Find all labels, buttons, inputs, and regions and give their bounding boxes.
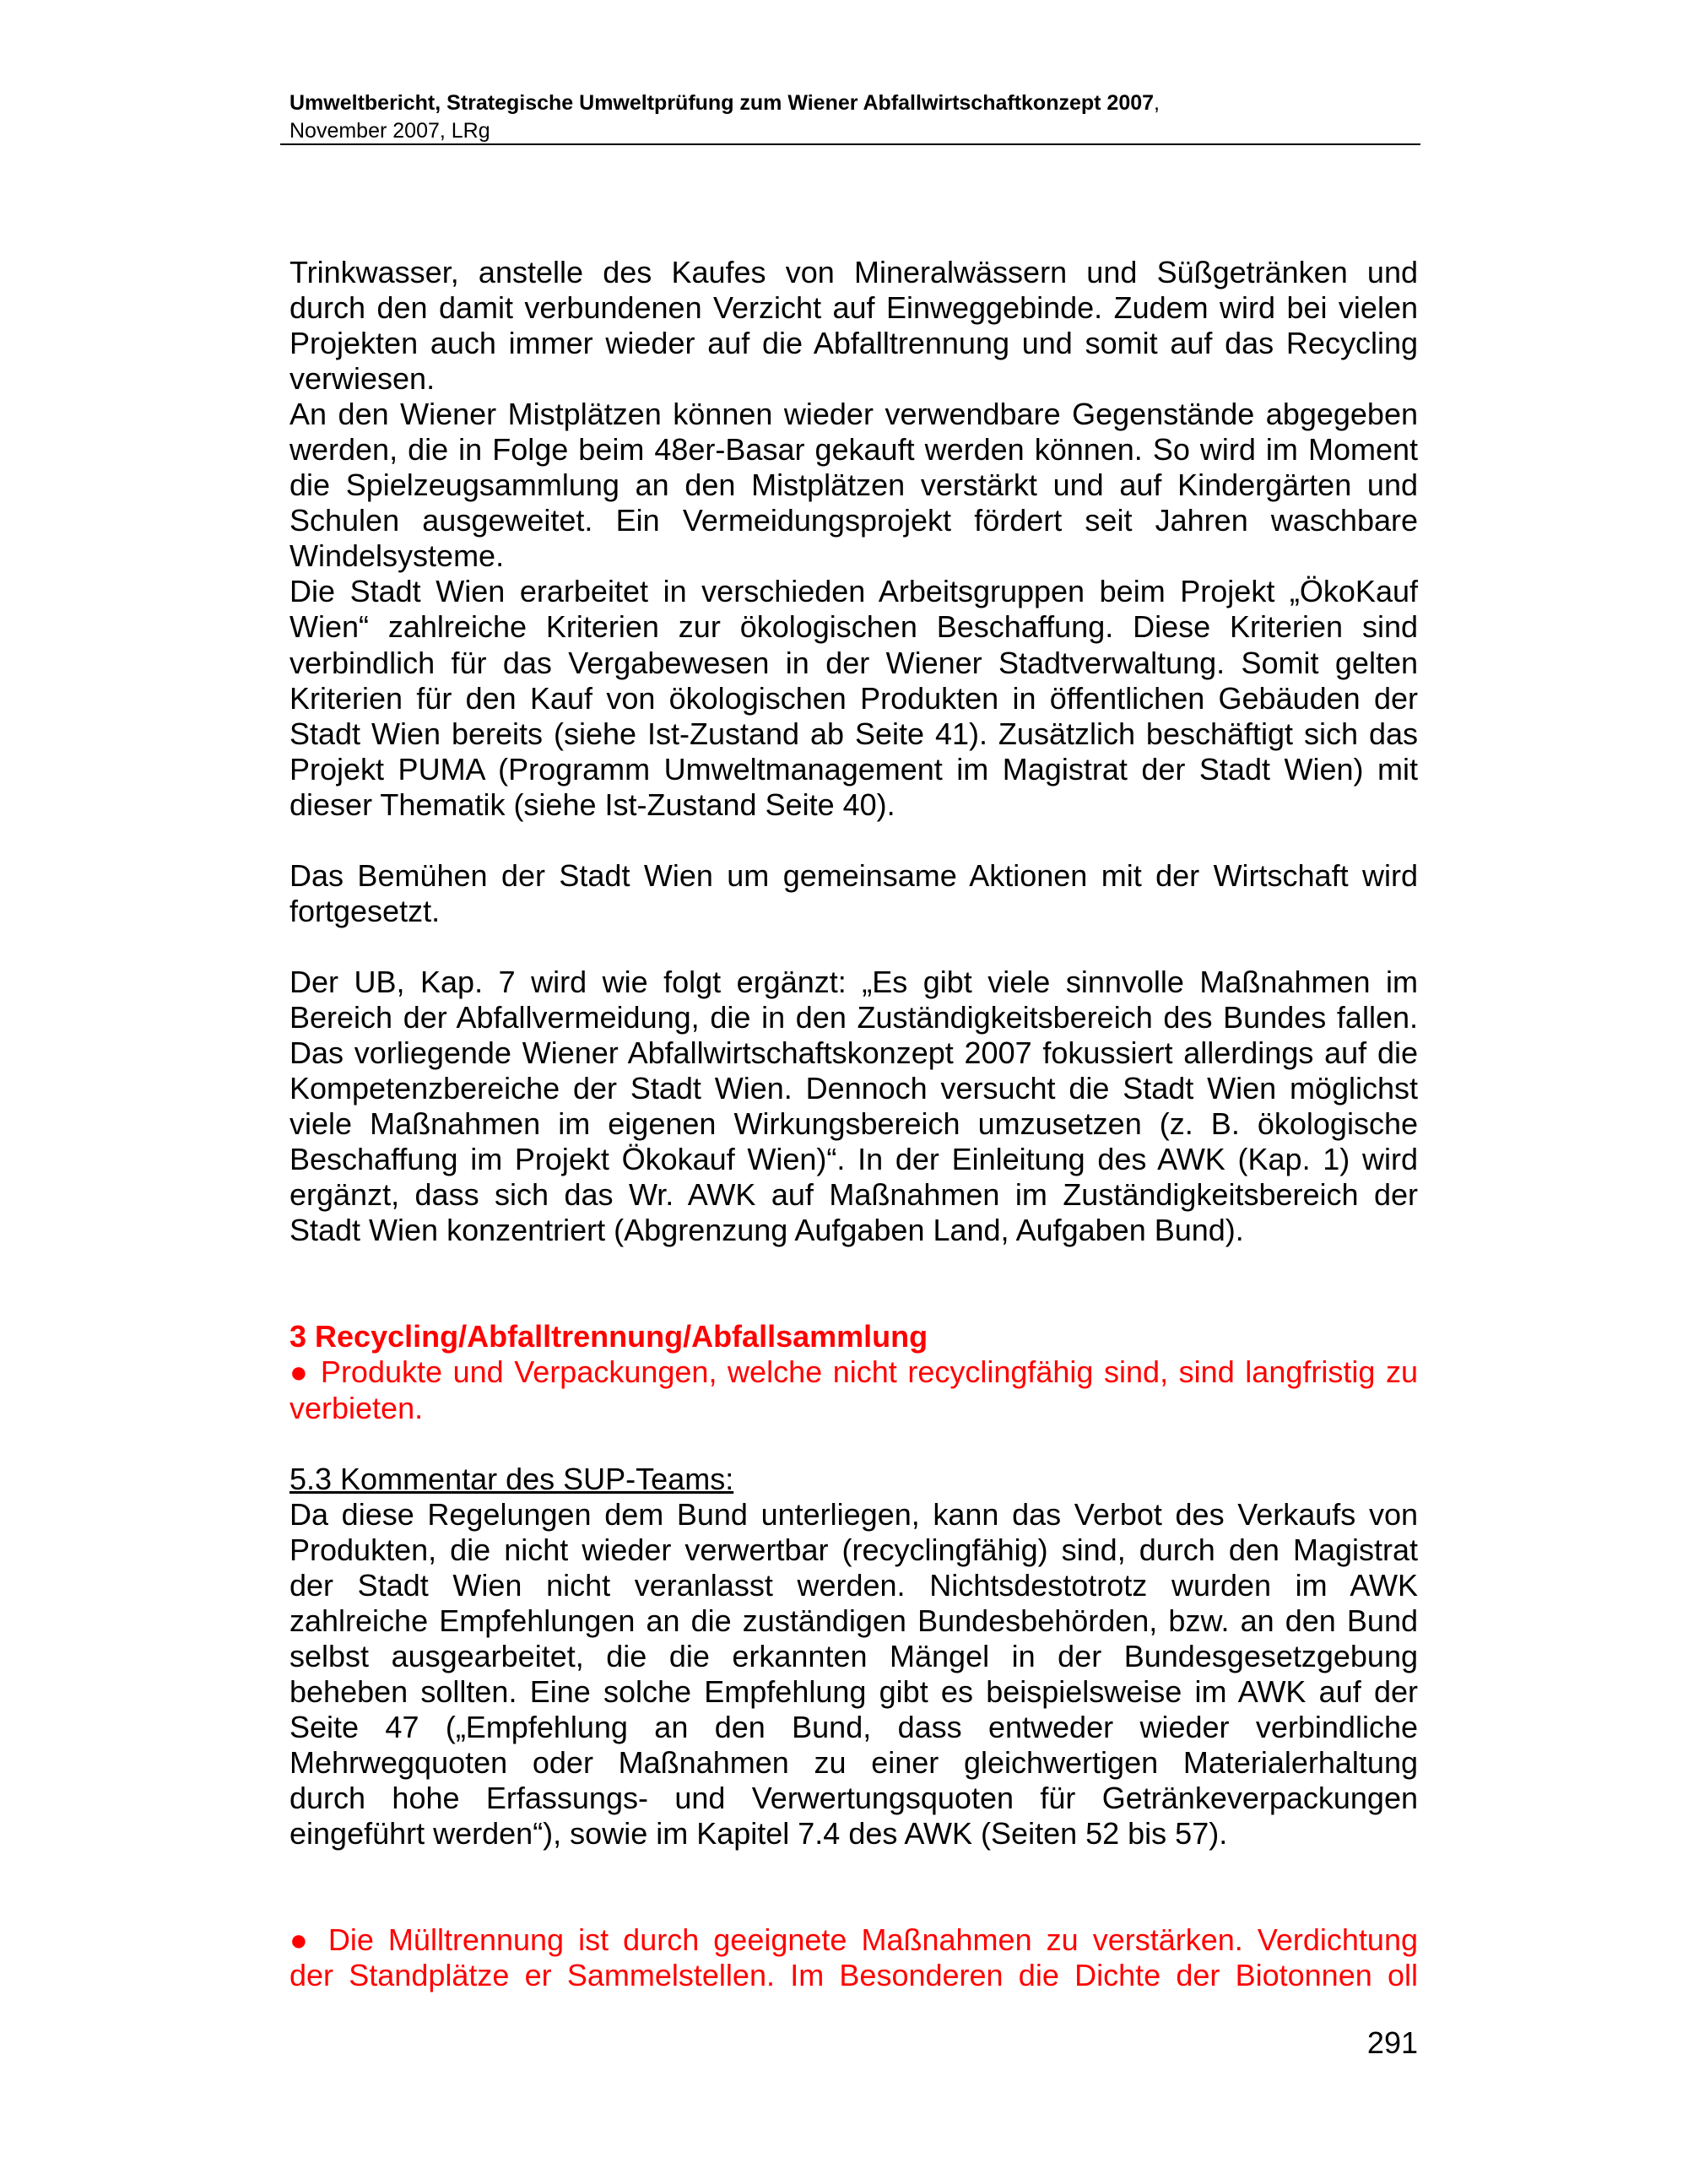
text-line: dieser Thematik (siehe Ist-Zustand Seite 40). <box>289 787 895 822</box>
text-line: Schulen ausgeweitet. Ein Vermeidungsprojekt fördert seit Jahren waschbare <box>289 503 1418 538</box>
text-line: ● Die Mülltrennung ist durch geeignete Maßnahmen zu verstärken. Verdichtung <box>289 1922 1418 1958</box>
text-line: verbindlich für das Vergabewesen in der Wiener Stadtverwaltung. Somit gelten <box>289 645 1418 680</box>
header-divider <box>280 143 1420 145</box>
text-line: Trinkwasser, anstelle des Kaufes von Mineralwässern und Süßgetränken und <box>289 255 1418 289</box>
text-line: Seite 47 („Empfehlung an den Bund, dass entweder wieder verbindliche <box>289 1709 1418 1744</box>
text-line: Kompetenzbereiche der Stadt Wien. Dennoch versucht die Stadt Wien möglichst <box>289 1071 1418 1106</box>
header-title-text: Umweltbericht, Strategische Umweltprüfung zum Wiener Abfallwirtschaftkonzept 2007 <box>289 91 1155 115</box>
text-line: durch hohe Erfassungs- und Verwertungsquoten für Getränkeverpackungen <box>289 1781 1418 1816</box>
text-line: Beschaffung im Projekt Ökokauf Wien)“. In der Einleitung des AWK (Kap. 1) wird <box>289 1142 1418 1177</box>
header-title-suffix: , <box>1154 91 1160 115</box>
text-line: verbieten. <box>289 1390 424 1425</box>
text-line: der Standplätze er Sammelstellen. Im Besonderen die Dichte der Biotonnen oll <box>289 1958 1418 1993</box>
section-heading <box>289 1319 1418 1354</box>
text-line: zahlreiche Empfehlungen an die zuständigen Bundesbehörden, bzw. an den Bund <box>289 1603 1418 1638</box>
text-line: selbst ausgearbeitet, die die erkannten Mängel in der Bundesgesetzgebung <box>289 1638 1418 1673</box>
text-line: ● Produkte und Verpackungen, welche nicht recyclingfähig sind, sind langfristig zu <box>289 1354 1418 1390</box>
text-line: Stadt Wien bereits (siehe Ist-Zustand ab Seite 41). Zusätzlich beschäftigt sich das <box>289 716 1418 751</box>
text-line: Da diese Regelungen dem Bund unterliegen, kann das Verbot des Verkaufs von <box>289 1496 1418 1532</box>
text-line: viele Maßnahmen im eigenen Wirkungsbereich umzusetzen (z. B. ökologische <box>289 1106 1418 1142</box>
text-line: die Spielzeugsammlung an den Mistplätzen verstärkt und auf Kindergärten und <box>289 468 1418 503</box>
text-line: Das Bemühen der Stadt Wien um gemeinsame Aktionen mit der Wirtschaft wird <box>289 857 1418 893</box>
text-line: Wien“ zahlreiche Kriterien zur ökologischen Beschaffung. Diese Kriterien sind <box>289 609 1418 645</box>
text-line: Stadt Wien konzentriert (Abgrenzung Aufgaben Land, Aufgaben Bund). <box>289 1213 1244 1248</box>
text-line: Die Stadt Wien erarbeitet in verschieden Arbeitsgruppen beim Projekt „ÖkoKauf <box>289 574 1418 609</box>
paragraph-comment <box>289 1497 1418 1852</box>
text-line: Projekten auch immer wieder auf die Abfalltrennung und somit auf das Recycling <box>289 326 1418 361</box>
paragraph-wirtschaft <box>289 858 1418 929</box>
text-line: ergänzt, dass sich das Wr. AWK auf Maßnahmen im Zuständigkeitsbereich der <box>289 1177 1418 1213</box>
text-line: Windelsysteme. <box>289 538 505 574</box>
header-title <box>289 89 1160 116</box>
text-line: Kriterien für den Kauf von ökologischen Produkten in öffentlichen Gebäuden der <box>289 680 1418 716</box>
text-line: 3 Recycling/Abfalltrennung/Abfallsammlung <box>289 1319 928 1354</box>
paragraph-drinking-water <box>289 255 1418 397</box>
page-number: 291 <box>1366 2025 1418 2060</box>
text-line: der Stadt Wien nicht veranlasst werden. Nichtsdestotrotz wurden im AWK <box>289 1567 1418 1603</box>
text-line: beheben sollten. Eine solche Empfehlung gibt es beispielsweise im AWK auf der <box>289 1673 1418 1709</box>
text-line: werden, die in Folge beim 48er-Basar gekauft werden können. So wird im Moment <box>289 432 1418 468</box>
text-line: Projekt PUMA (Programm Umweltmanagement im Magistrat der Stadt Wien) mit <box>289 751 1418 787</box>
text-line: Bereich der Abfallvermeidung, die in den Zuständigkeitsbereich des Bundes fallen. <box>289 999 1418 1035</box>
text-line: eingeführt werden“), sowie im Kapitel 7.4 des AWK (Seiten 52 bis 57). <box>289 1816 1228 1852</box>
paragraph-oekokauf <box>289 574 1418 822</box>
text-line: fortgesetzt. <box>289 893 441 928</box>
paragraph-mistplaetze <box>289 397 1418 574</box>
text-line: durch den damit verbundenen Verzicht auf Einweggebinde. Zudem wird bei vielen <box>289 290 1418 326</box>
comment-heading <box>289 1462 1418 1497</box>
document-body <box>289 255 1418 1993</box>
text-line: Das vorliegende Wiener Abfallwirtschaftskonzept 2007 fokussiert allerdings auf die <box>289 1035 1418 1071</box>
bullet-recycling <box>289 1354 1418 1425</box>
text-line: verwiesen. <box>289 361 436 397</box>
paragraph-ub-kap7 <box>289 965 1418 1248</box>
text-line: An den Wiener Mistplätzen können wieder verwendbare Gegenstände abgegeben <box>289 397 1418 432</box>
text-line: Der UB, Kap. 7 wird wie folgt ergänzt: „Es gibt viele sinnvolle Maßnahmen im <box>289 964 1418 999</box>
bullet-muelltrennung <box>289 1922 1418 1993</box>
text-line: Produkten, die nicht wieder verwertbar (recyclingfähig) sind, durch den Magistrat <box>289 1532 1418 1567</box>
text-line: 5.3 Kommentar des SUP-Teams: <box>289 1461 734 1496</box>
header-subtitle: November 2007, LRg <box>289 119 490 143</box>
text-line: Mehrwegquoten oder Maßnahmen zu einer gleichwertigen Materialerhaltung <box>289 1744 1418 1780</box>
